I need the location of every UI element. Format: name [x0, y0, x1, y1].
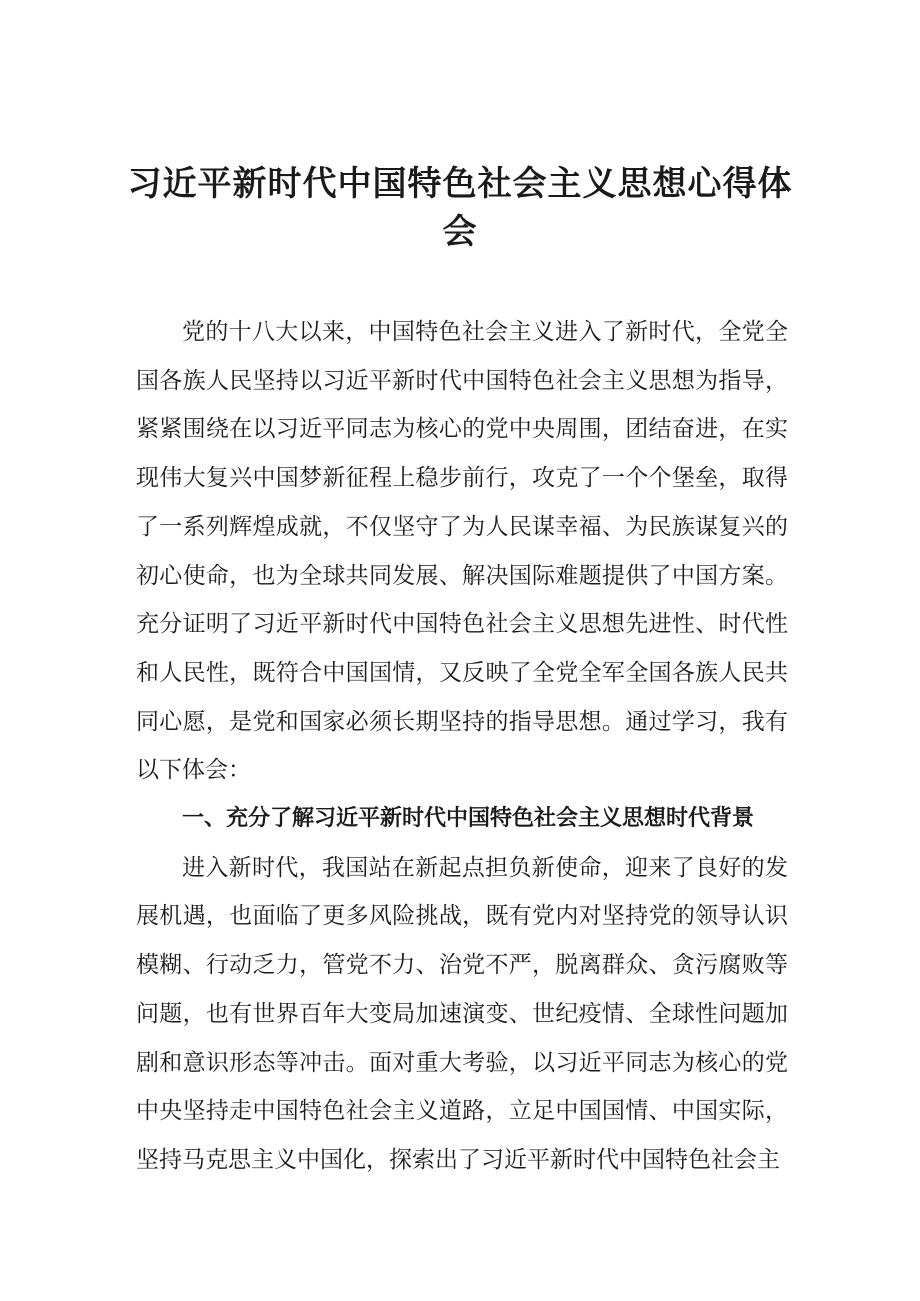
- section-heading-1: 一、充分了解习近平新时代中国特色社会主义思想时代背景: [182, 806, 755, 832]
- document-body: [136, 308, 788, 1185]
- paragraph-background: 进入新时代，我国站在新起点担负新使命，迎来了良好的发展机遇，也面临了更多风险挑战，既有党内对坚持党的领导认识模糊、行动乏力，管党不力、治党不严，脱离群众、贪污腐败等问题，也有世界百年大变局加速演变、世纪疫情、全球性问题加剧和意识形态等冲击。面对重大考验，以习近平同志为核心的党中央坚持走中国特色社会主义道路，立足中国国情、中国实际，坚持马克思主义中国化，探索出了习近平新时代中国特色社会主: [136, 854, 788, 1173]
- paragraph-intro: 党的十八大以来，中国特色社会主义进入了新时代，全党全国各族人民坚持以习近平新时代中国特色社会主义思想为指导，紧紧围绕在以习近平同志为核心的党中央周围，团结奋进，在实现伟大复兴中国梦新征程上稳步前行，攻克了一个个堡垒，取得了一系列辉煌成就，不仅坚守了为人民谋幸福、为民族谋复兴的初心使命，也为全球共同发展、解决国际难题提供了中国方案。充分证明了习近平新时代中国特色社会主义思想先进性、时代性和人民性，既符合中国国情，又反映了全党全军全国各族人民共同心愿，是党和国家必须长期坚持的指导思想。通过学习，我有以下体会：: [136, 319, 788, 784]
- document-title: 习近平新时代中国特色社会主义思想心得体会: [127, 164, 793, 252]
